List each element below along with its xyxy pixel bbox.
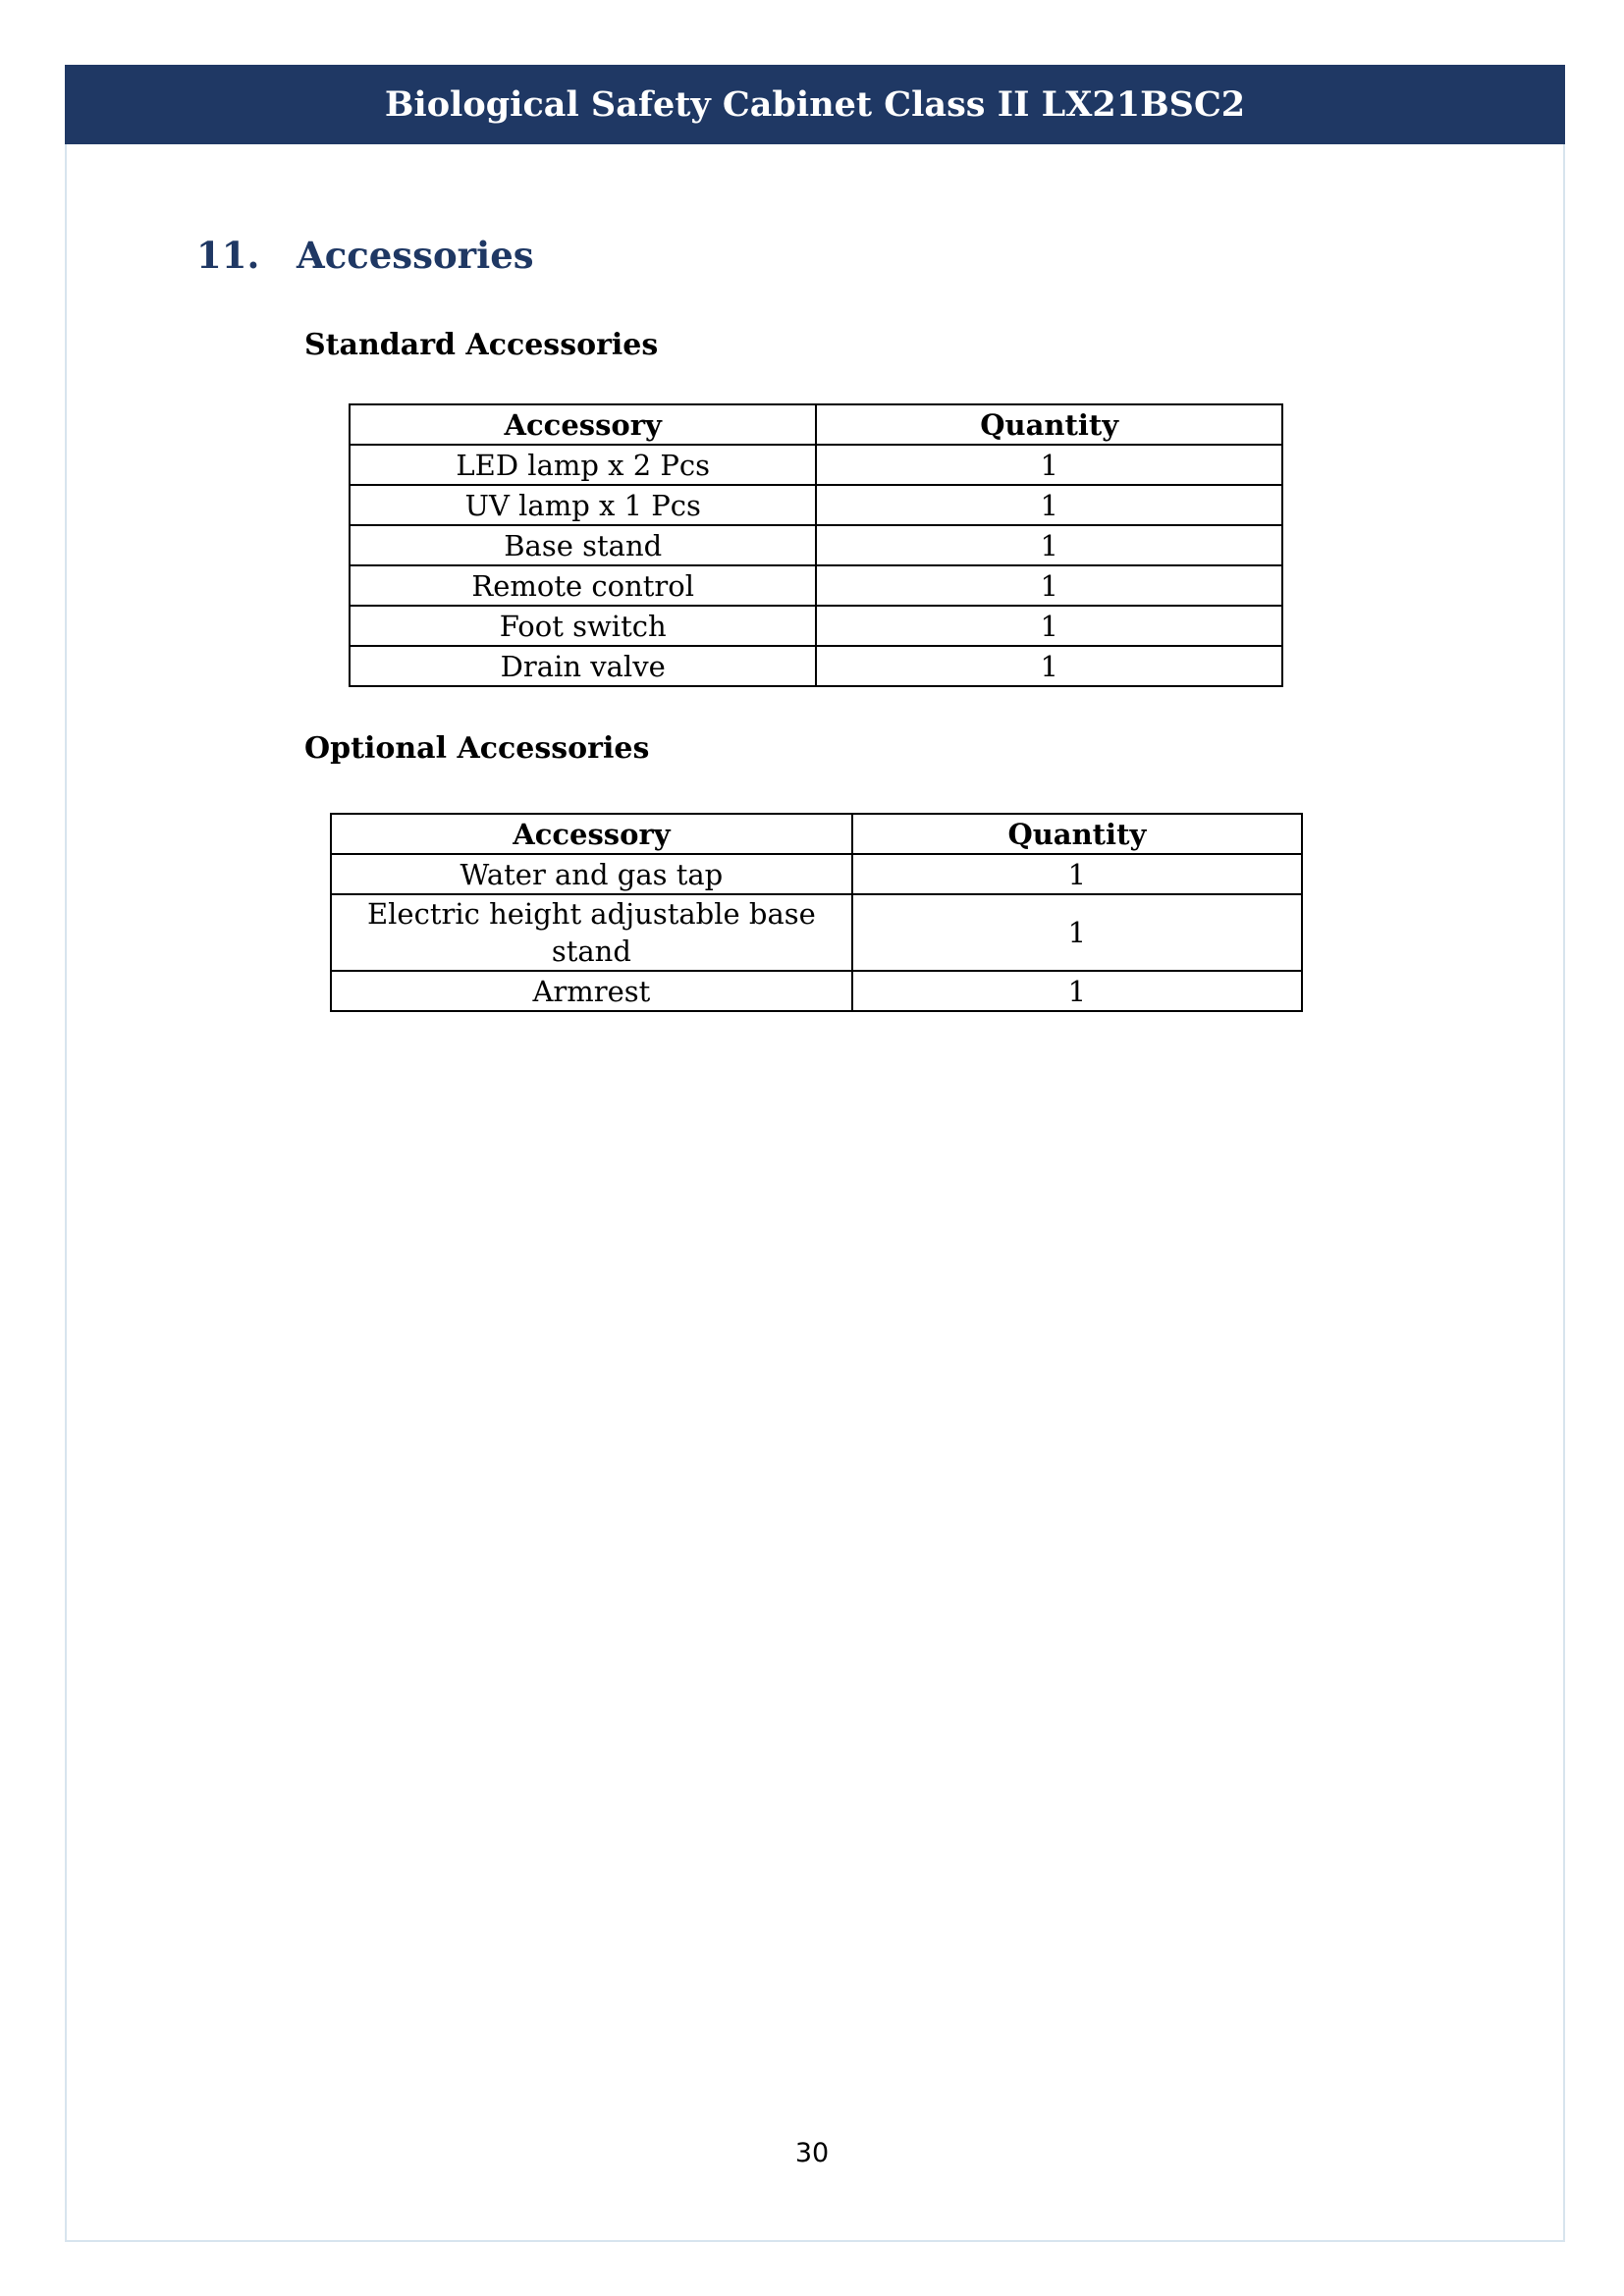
table-row	[331, 971, 1302, 1011]
quantity-cell: 1	[816, 606, 1282, 646]
quantity-cell: 1	[816, 485, 1282, 525]
header-banner	[65, 65, 1565, 144]
optional-accessories-heading: Optional Accessories	[304, 731, 650, 766]
table-header-row	[350, 404, 1282, 445]
column-header-quantity: Quantity	[816, 404, 1282, 445]
table-row	[350, 445, 1282, 485]
table-row	[331, 894, 1302, 971]
page-number: 30	[794, 2138, 830, 2168]
accessory-cell: Electric height adjustable base stand	[331, 894, 852, 971]
accessory-cell: Base stand	[350, 525, 816, 565]
section-number: 11.	[196, 234, 260, 277]
accessory-cell: Armrest	[331, 971, 852, 1011]
table-row	[350, 525, 1282, 565]
accessory-cell: LED lamp x 2 Pcs	[350, 445, 816, 485]
accessory-cell: Foot switch	[350, 606, 816, 646]
column-header-quantity: Quantity	[852, 814, 1302, 854]
table-row	[350, 606, 1282, 646]
quantity-cell: 1	[852, 894, 1302, 971]
quantity-cell: 1	[816, 646, 1282, 686]
section-heading	[196, 234, 534, 277]
quantity-cell: 1	[816, 525, 1282, 565]
table-header-row	[331, 814, 1302, 854]
standard-accessories-heading: Standard Accessories	[304, 328, 659, 362]
table-row	[350, 565, 1282, 606]
quantity-cell: 1	[816, 565, 1282, 606]
table-row	[350, 646, 1282, 686]
accessory-cell: Water and gas tap	[331, 854, 852, 894]
document-title: Biological Safety Cabinet Class II LX21BSC2	[384, 84, 1246, 125]
accessory-cell: UV lamp x 1 Pcs	[350, 485, 816, 525]
optional-accessories-table	[330, 813, 1303, 1012]
quantity-cell: 1	[852, 971, 1302, 1011]
quantity-cell: 1	[852, 854, 1302, 894]
accessory-cell: Remote control	[350, 565, 816, 606]
accessory-cell: Drain valve	[350, 646, 816, 686]
quantity-cell: 1	[816, 445, 1282, 485]
section-title: Accessories	[297, 234, 534, 277]
table-row	[331, 854, 1302, 894]
column-header-accessory: Accessory	[331, 814, 852, 854]
column-header-accessory: Accessory	[350, 404, 816, 445]
page-frame	[65, 65, 1565, 2242]
table-row	[350, 485, 1282, 525]
standard-accessories-table	[349, 403, 1283, 687]
